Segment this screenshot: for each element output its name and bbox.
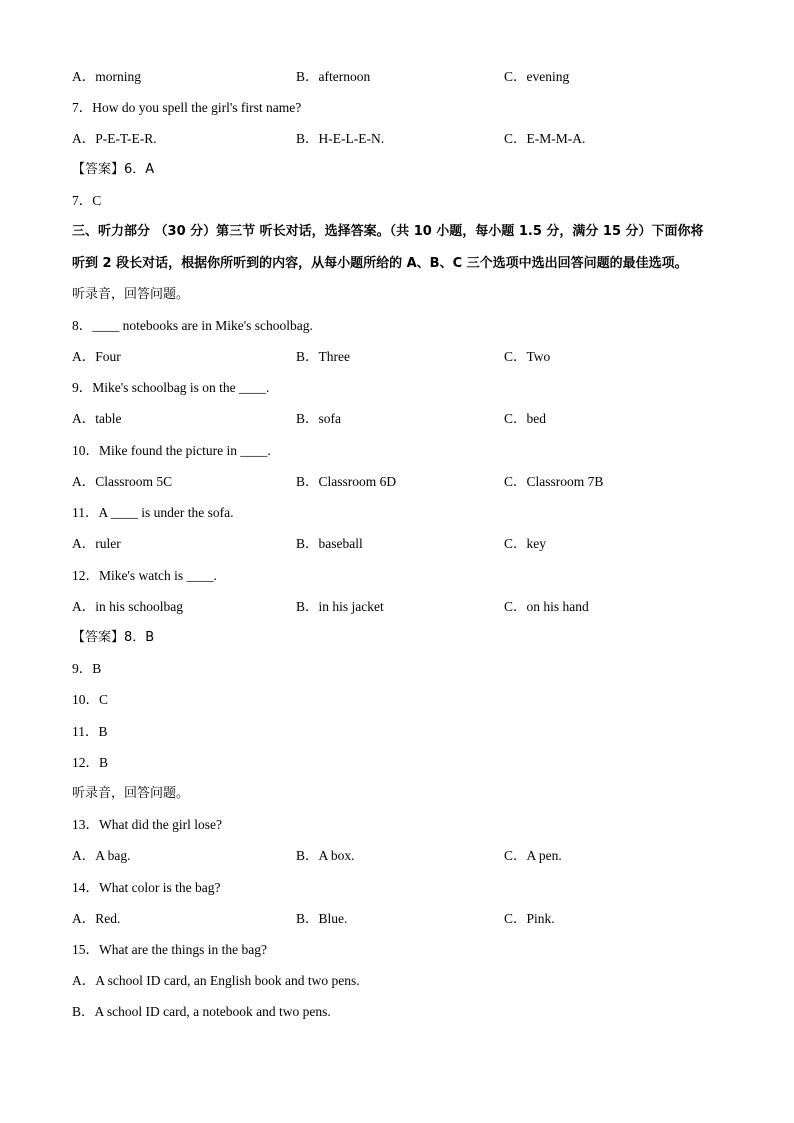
- question-8: 8．____ notebooks are in Mike's schoolbag.: [72, 318, 313, 333]
- answer-12: 12．B: [72, 755, 109, 770]
- q8-option-b: B．Three: [296, 349, 350, 364]
- q12-option-b: B．in his jacket: [296, 599, 384, 614]
- question-7: 7．How do you spell the girl's first name?: [72, 100, 302, 115]
- question-12: 12．Mike's watch is ____.: [72, 568, 217, 583]
- answer-6: 【答案】6．A: [72, 162, 155, 177]
- q9-option-a: A．table: [72, 411, 122, 426]
- q11-option-b: B．baseball: [296, 536, 363, 551]
- q12-option-c: C．on his hand: [504, 599, 589, 614]
- q15-option-a: A．A school ID card, an English book and two pens.: [72, 973, 360, 988]
- q9-option-c: C．bed: [504, 411, 546, 426]
- answer-10: 10．C: [72, 692, 109, 707]
- question-14: 14．What color is the bag?: [72, 880, 221, 895]
- q13-option-c: C．A pen.: [504, 848, 562, 863]
- question-15: 15．What are the things in the bag?: [72, 942, 267, 957]
- q7-option-b: B．H-E-L-E-N.: [296, 131, 385, 146]
- q10-option-c: C．Classroom 7B: [504, 474, 604, 489]
- section-heading-line-2: 听到 2 段长对话，根据你所听到的内容，从每小题所给的 A、B、C 三个选项中选出回答问题的最佳选项。: [72, 256, 688, 271]
- question-10: 10．Mike found the picture in ____.: [72, 443, 271, 458]
- answer-7: 7．C: [72, 193, 102, 208]
- q8-option-c: C．Two: [504, 349, 551, 364]
- answer-8: 【答案】8．B: [72, 630, 155, 645]
- q15-option-b: B．A school ID card, a notebook and two pens.: [72, 1004, 331, 1019]
- q6-option-c: C．evening: [504, 69, 570, 84]
- listen-instruction-1: 听录音，回答问题。: [72, 287, 190, 302]
- question-11: 11．A ____ is under the sofa.: [72, 505, 234, 520]
- q14-option-b: B．Blue.: [296, 911, 348, 926]
- answer-9: 9．B: [72, 661, 102, 676]
- answer-11: 11．B: [72, 724, 108, 739]
- listen-instruction-2: 听录音，回答问题。: [72, 786, 190, 801]
- q11-option-a: A．ruler: [72, 536, 121, 551]
- q7-option-a: A．P-E-T-E-R.: [72, 131, 157, 146]
- q14-option-c: C．Pink.: [504, 911, 555, 926]
- q13-option-a: A．A bag.: [72, 848, 131, 863]
- q6-option-b: B．afternoon: [296, 69, 371, 84]
- q12-option-a: A．in his schoolbag: [72, 599, 183, 614]
- question-13: 13．What did the girl lose?: [72, 817, 222, 832]
- q6-option-a: A．morning: [72, 69, 141, 84]
- q9-option-b: B．sofa: [296, 411, 341, 426]
- question-9: 9．Mike's schoolbag is on the ____.: [72, 380, 270, 395]
- q10-option-b: B．Classroom 6D: [296, 474, 397, 489]
- q8-option-a: A．Four: [72, 349, 121, 364]
- q11-option-c: C．key: [504, 536, 546, 551]
- q14-option-a: A．Red.: [72, 911, 121, 926]
- section-heading-line-1: 三、听力部分 （30 分）第三节 听长对话，选择答案。（共 10 小题，每小题 1.5 分，满分 15 分）下面你将: [72, 224, 704, 239]
- q13-option-b: B．A box.: [296, 848, 355, 863]
- q7-option-c: C．E-M-M-A.: [504, 131, 586, 146]
- q10-option-a: A．Classroom 5C: [72, 474, 173, 489]
